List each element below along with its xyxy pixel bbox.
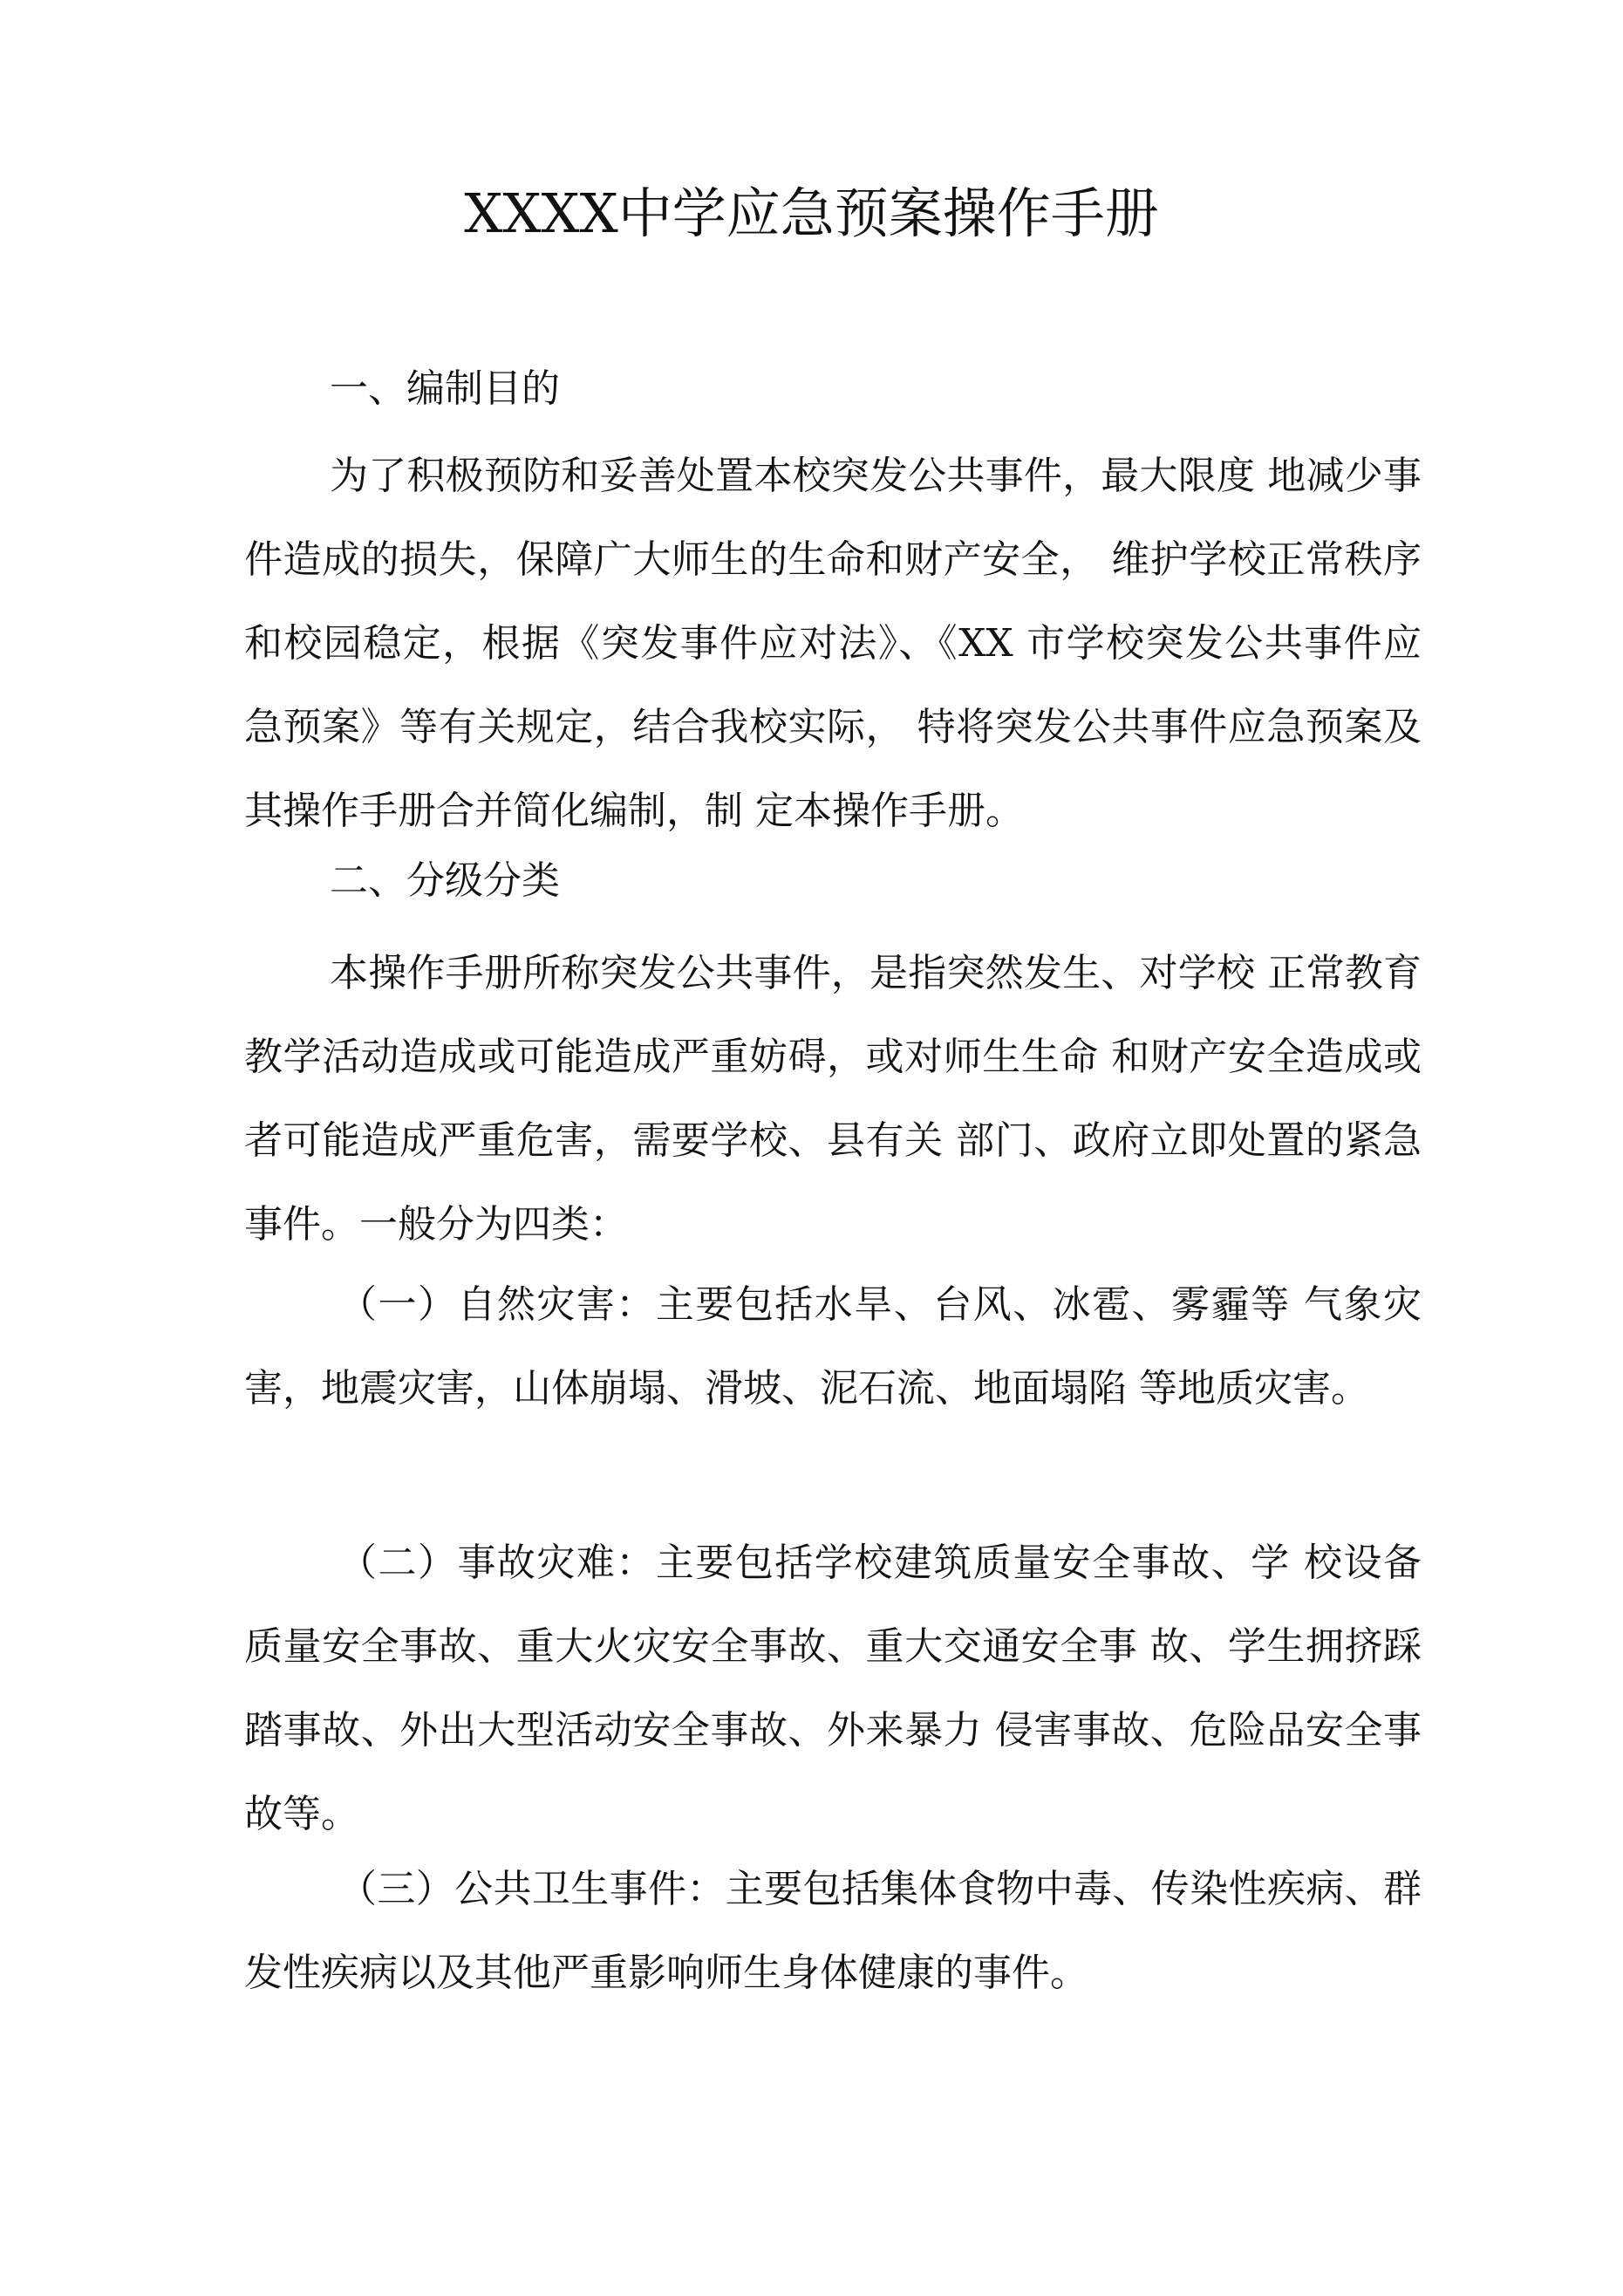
paragraph-public-health: （三）公共卫生事件：主要包括集体食物中毒、传染性疾病、群发性疾病以及其他严重影响师生身体健康的事件。 xyxy=(244,1867,1422,1995)
section-heading-classification: 二、分级分类 xyxy=(330,858,560,903)
paragraph-accidents: （二）事故灾难：主要包括学校建筑质量安全事故、学 校设备质量安全事故、重大火灾安全事故、重大交通安全事 故、学生拥挤踩踏事故、外出大型活动安全事故、外来暴力 侵害事故、危险品安全事故等。 xyxy=(244,1541,1422,1836)
section-heading-purpose: 一、编制目的 xyxy=(330,366,560,411)
paragraph-purpose: 为了积极预防和妥善处置本校突发公共事件，最大限度 地减少事件造成的损失，保障广大师生的生命和财产安全， 维护学校正常秩序和校园稳定，根据《突发事件应对法》、《XX 市学校突发公共事件应急预案》等有关规定，结合我校实际， 特将突发公共事件应急预案及其操作手册合并简化编制，制 定本操作手册。 xyxy=(244,454,1422,833)
document-title: XXXX中学应急预案操作手册 xyxy=(464,181,1159,245)
paragraph-definition: 本操作手册所称突发公共事件，是指突然发生、对学校 正常教育教学活动造成或可能造成严重妨碍，或对师生生命 和财产安全造成或者可能造成严重危害，需要学校、县有关 部门、政府立即处置的紧急事件。一般分为四类： xyxy=(244,951,1422,1247)
paragraph-natural-disasters: （一）自然灾害：主要包括水旱、台风、冰雹、雾霾等 气象灾害，地震灾害，山体崩塌、滑坡、泥石流、地面塌陷 等地质灾害。 xyxy=(244,1282,1422,1411)
